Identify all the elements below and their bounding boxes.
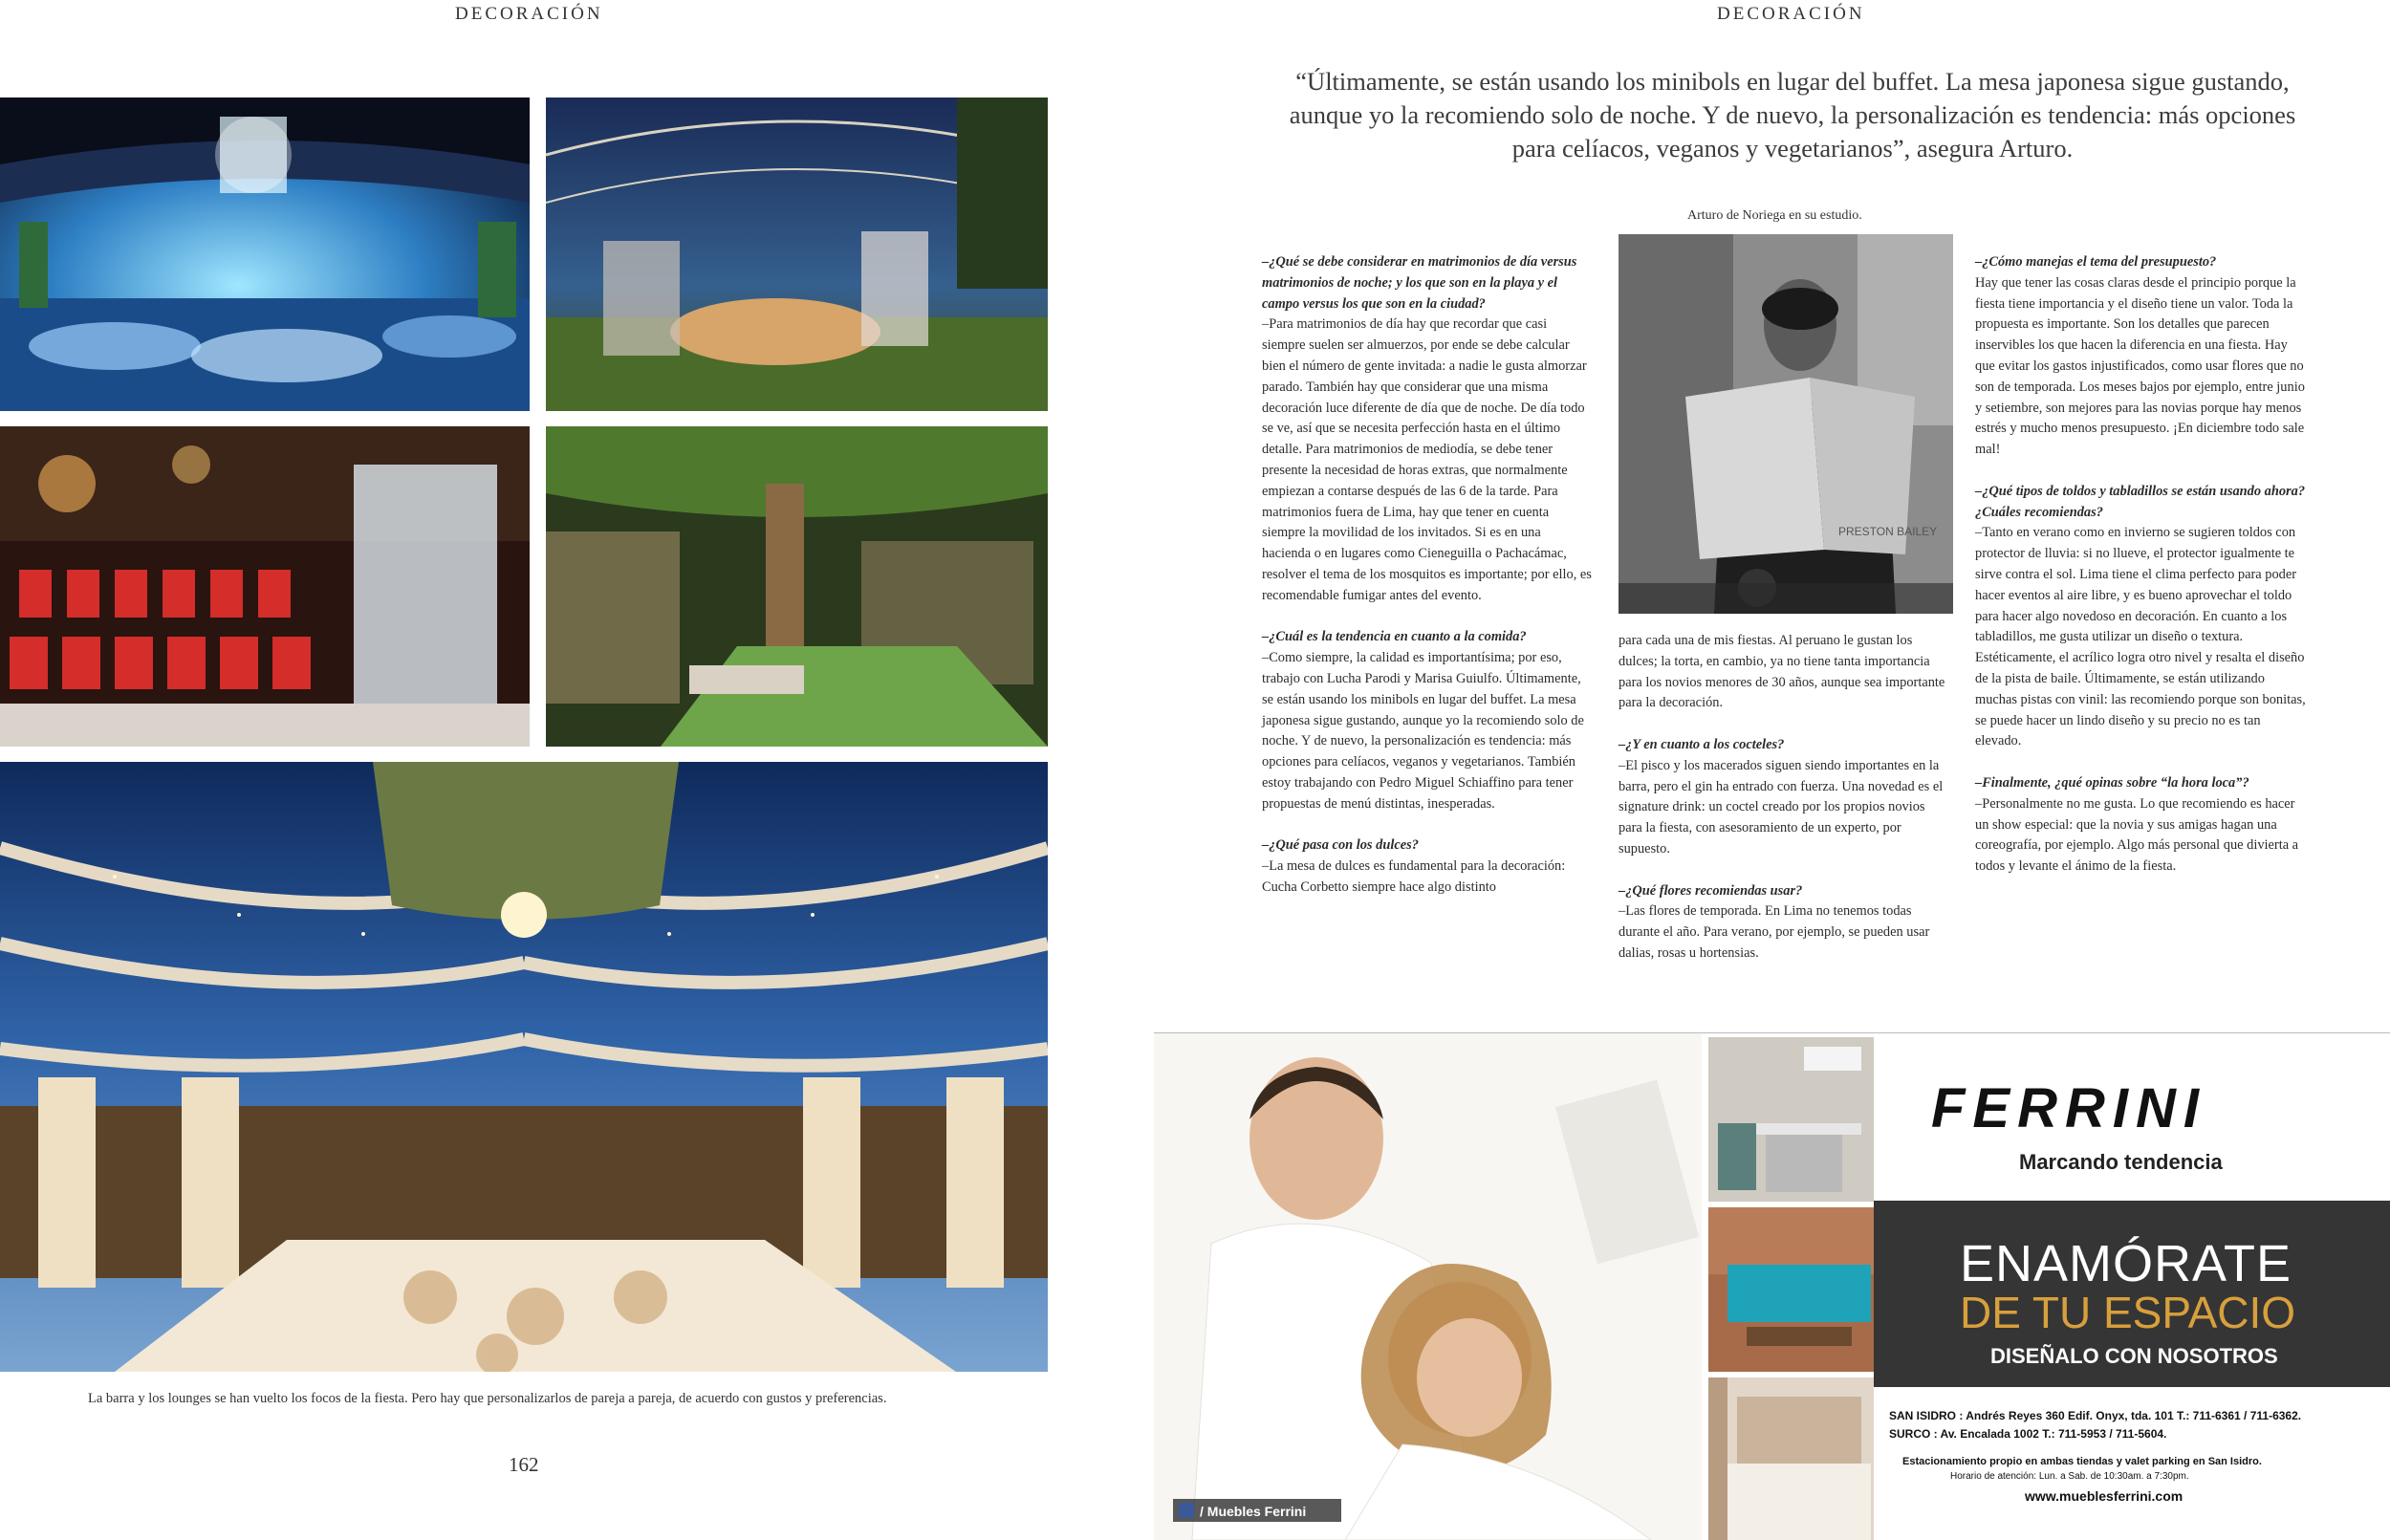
photo-garden-lounge — [546, 426, 1048, 747]
page-number: 162 — [509, 1453, 539, 1476]
ad-parking: Estacionamiento propio en ambas tiendas y valet parking en San Isidro. — [1902, 1456, 2262, 1467]
answer: –Como siempre, la calidad es importantísima; por eso, trabajo con Lucha Parodi y Marisa Guiulfo. Últimamente, se están usando los minibols en lugar del buffet. La mesa japonesa sigue gustando, aunque yo la recomiendo solo de noche. Y de nuevo, la personalización es tendencia: más opciones para celíacos, veganos y vegetarianos. También estoy trabajando con Pedro Miguel Schiaffino para tener propuestas de menú distintas, inesperadas. — [1262, 650, 1584, 812]
answer: –Tanto en verano como en invierno se sugieren toldos con protector de lluvia: si no llueve, el protector igualmente te sirve contra el sol. Lima tiene el clima perfecto para poder hacer eventos al aire libre, y es bueno aprovechar el toldo para hacer algo novedoso en decoración. En cuanto a los tabladillos, me gusta utilizar un diseño o textura. Estéticamente, el acrílico logra otro nivel y resalta el diseño de la pista de baile. Últimamente, se están utilizando muchas pistas con vinil: las recomiendo porque son bonitas, se puede hacer un lindo diseño y su precio no es tan elevado. — [1975, 525, 2306, 749]
ad-address-surco: SURCO : Av. Encalada 1002 T.: 711-5953 / 711-5604. — [1889, 1427, 2167, 1441]
question: –¿Cuál es la tendencia en cuanto a la comida? — [1262, 629, 1527, 645]
question: –¿Qué tipos de toldos y tabladillos se están usando ahora? ¿Cuáles recomiendas? — [1975, 483, 2306, 520]
answer: –Las flores de temporada. En Lima no tenemos todas durante el año. Para verano, por ejemplo, se pueden usar dalias, rosas u hortensias. — [1619, 903, 1930, 961]
question: –¿Y en cuanto a los cocteles? — [1619, 736, 1785, 752]
answer: –El pisco y los macerados siguen siendo importantes en la barra, pero el gin ha entrado con fuerza. Una novedad es el signature drink: un coctel creado por los propios novios para la fiesta, con asesoramiento de un experto, por supuesto. — [1619, 757, 1944, 857]
question: –Finalmente, ¿qué opinas sobre “la hora loca”? — [1975, 774, 2249, 791]
ad-headline: ENAMÓRATE — [1960, 1235, 2292, 1292]
answer: –Para matrimonios de día hay que recordar que casi siempre suelen ser almuerzos, por ende se debe calcular bien el número de gente invitada: a nadie le gusta almorzar parado. También hay que considerar que una misma decoración luce diferente de día que de noche. De día todo se ve, así que se necesita perfección hasta en el último detalle. Para matrimonios de mediodía, se debe tener presente la necesidad de horas extras, que normalmente empiezan a contarse después de las 6 de la tarde. Para matrimonios fuera de Lima, hay que tener en cuenta siempre la movilidad de los invitados. Si es en una hacienda o en lugares como Cieneguilla o Pachacámac, resolver el tema de los mosquitos es importante; por ello, es recomendable fumigar antes del evento. — [1262, 316, 1592, 603]
ad-hours: Horario de atención: Lun. a Sab. de 10:30am. a 7:30pm. — [1950, 1471, 2189, 1482]
ad-headline-panel — [1874, 1201, 2390, 1387]
ad-dining-photo — [1708, 1037, 1874, 1202]
ad-address-san-isidro: SAN ISIDRO : Andrés Reyes 360 Edif. Onyx, tda. 101 T.: 711-6361 / 711-6362. — [1889, 1409, 2302, 1422]
facebook-handle[interactable]: / Muebles Ferrini — [1200, 1504, 1307, 1519]
pull-quote-line: para celíacos, veganos y vegetarianos”, asegura Arturo. — [1511, 134, 2074, 163]
question: –¿Cómo manejas el tema del presupuesto? — [1975, 254, 2217, 270]
question: –¿Qué se debe considerar en matrimonios de día versus matrimonios de noche; y los que son en la playa y el campo versus los que son en la ciudad? — [1262, 254, 1577, 312]
facebook-icon — [1179, 1503, 1194, 1518]
photo-drinks-bar — [0, 426, 530, 747]
article-column-1 — [1262, 252, 1593, 920]
answer: Hay que tener las cosas claras desde el principio porque la fiesta tiene importancia y el diseño tiene un valor. Toda la propuesta es importante. Son los detalles que parecen inservibles los que hacen la diferencia en una fiesta. Hay que evitar los gastos injustificados, como usar flores que no son de temporada. Los meses bajos por ejemplo, entre junio y setiembre, son mejores para las novias porque hay menos estrés y mucho menos presupuesto. ¡En diciembre todo sale mal! — [1975, 274, 2305, 458]
ad-contact-panel — [1874, 1387, 2390, 1540]
ad-website[interactable]: www.mueblesferrini.com — [2025, 1488, 2184, 1504]
section-header: DECORACIÓN — [455, 4, 603, 24]
section-header: DECORACIÓN — [1717, 4, 1865, 24]
photo-tent-dusk — [546, 98, 1048, 411]
ad-bedroom-photo — [1708, 1377, 1874, 1540]
book-title-text: PRESTON BAILEY — [1838, 525, 1938, 538]
question: –¿Qué flores recomiendas usar? — [1619, 882, 1803, 899]
pull-quote-line: “Últimamente, se están usando los minibols en lugar del buffet. La mesa japonesa sigue gustando, — [1295, 67, 2290, 96]
ferrini-logo: FERRINI — [1931, 1077, 2206, 1139]
question: –¿Qué pasa con los dulces? — [1262, 837, 1419, 854]
question-answer — [1619, 881, 1949, 965]
ad-headline-2: DE TU ESPACIO — [1960, 1288, 2296, 1337]
ad-couple-photo — [1154, 1033, 1702, 1540]
question-answer — [1619, 735, 1949, 860]
question-answer — [1975, 482, 2306, 752]
portrait-photo — [1619, 234, 1953, 614]
question-answer — [1262, 835, 1593, 898]
article-column-3 — [1975, 252, 2306, 899]
answer: –La mesa de dulces es fundamental para la decoración: Cucha Corbetto siempre hace algo distinto — [1262, 858, 1566, 895]
photo-large-tent — [0, 762, 1048, 1372]
answer-continued: para cada una de mis fiestas. Al peruano le gustan los dulces; la torta, en cambio, ya no tiene tanta importancia para los novios menores de 30 años, aunque sea importante para la decoración. — [1619, 633, 1945, 711]
pull-quote — [1195, 65, 2390, 165]
ad-brand-panel — [1874, 1033, 2390, 1201]
question-answer — [1975, 773, 2306, 878]
ferrini-advertisement — [1154, 1032, 2390, 1540]
pull-quote-line: aunque yo la recomiendo solo de noche. Y de nuevo, la personalización es tendencia: más opciones — [1289, 100, 2296, 129]
photo-tent-chandelier — [0, 98, 530, 411]
question-answer — [1262, 252, 1593, 607]
question-answer — [1262, 627, 1593, 814]
photo-caption: La barra y los lounges se han vuelto los focos de la fiesta. Pero hay que personalizarlos de pareja a pareja, de acuerdo con gustos y preferencias. — [88, 1391, 887, 1406]
article-column-2 — [1619, 631, 1949, 986]
answer: –Personalmente no me gusta. Lo que recomiendo es hacer un show especial: que la novia y sus amigas hagan una coreografía, por ejemplo. Algo más personal que divierta a todos y levante el ánimo de la fiesta. — [1975, 795, 2299, 875]
left-page — [0, 0, 1195, 1539]
ad-tagline: Marcando tendencia — [2019, 1150, 2223, 1174]
portrait-caption: Arturo de Noriega en su estudio. — [1687, 208, 1862, 223]
ad-subhead: DISEÑALO CON NOSOTROS — [1990, 1344, 2278, 1368]
ad-sofa-photo — [1708, 1207, 1874, 1372]
question-answer — [1975, 252, 2306, 461]
